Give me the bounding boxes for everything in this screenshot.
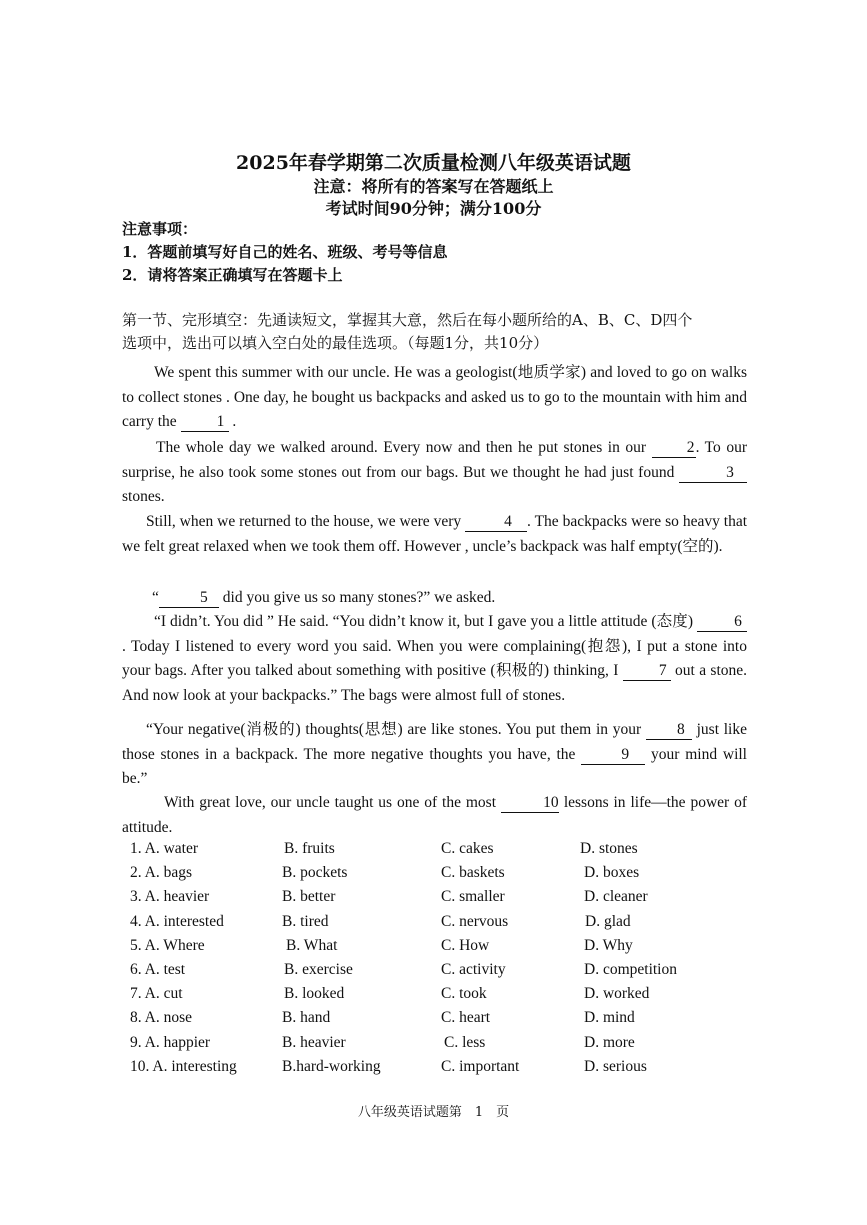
option-a: 5. A. Where (130, 936, 205, 954)
option-d: D. serious (584, 1057, 647, 1075)
exam-time: 考试时间90分钟；满分100分 (325, 199, 542, 218)
passage-text: . The backpacks were so heavy that we felt great relaxed when we took them off. However , uncle’s backpack was half empty(空的). (122, 513, 747, 555)
option-a: 6. A. test (130, 960, 186, 978)
option-a: 2. A. bags (130, 864, 192, 882)
option-a: 1. A. water (130, 840, 199, 857)
option-a: 4. A. interested (130, 912, 224, 930)
notes-heading: 注意事项： (122, 220, 198, 238)
note-item: 1．答题前填写好自己的姓名、班级、考号等信息 (122, 243, 448, 261)
passage-text: . Today I listened to every word you said. When you were complaining(抱怨), I put a stone into your bags. After you talked about something with positive (积极的) thinking, I (122, 637, 747, 679)
section-instructions (122, 309, 747, 355)
passage-paragraph (122, 586, 747, 611)
option-d: D. competition (584, 960, 677, 978)
option-c: C. smaller (441, 888, 505, 906)
option-d: D. glad (585, 912, 631, 930)
option-c: C. less (444, 1033, 486, 1051)
blank-10: 10 (501, 794, 559, 813)
passage-text: your mind will be.” (122, 745, 747, 787)
option-d: D. cleaner (584, 888, 648, 906)
option-b: B. tired (282, 912, 329, 930)
option-d: D. mind (584, 1009, 635, 1027)
passage-text: . (228, 413, 237, 430)
passage-paragraph (122, 610, 747, 708)
option-a: 3. A. heavier (130, 888, 210, 906)
passage-paragraph (122, 436, 747, 510)
option-b: B. better (282, 888, 336, 906)
blank-9: 9 (581, 746, 645, 765)
option-c: C. took (441, 985, 487, 1003)
passage-text: “ (152, 589, 159, 606)
option-c: C. baskets (441, 864, 505, 882)
blank-7: 7 (623, 662, 671, 681)
passage-text: lessons in life—the power of attitude. (122, 794, 747, 836)
option-d: D. worked (584, 985, 650, 1003)
passage-text: out a stone. And now look at your backpacks.” The bags were almost full of stones. (122, 662, 748, 704)
option-a: 9. A. happier (130, 1033, 211, 1051)
blank-8: 8 (646, 721, 692, 740)
passage-text: “Your negative(消极的) thoughts(思想) are like stones. You put them in your (146, 721, 646, 738)
option-c: C. How (441, 936, 490, 954)
passage-paragraph (122, 718, 747, 792)
blank-2: 2 (652, 439, 696, 458)
option-c: C. nervous (441, 912, 509, 930)
option-a: 10. A. interesting (130, 1057, 237, 1075)
passage-text: “I didn’t. You did ” He said. “You didn’t know it, but I gave you a little attitude (态度) (154, 613, 697, 630)
option-d: D. stones (580, 840, 638, 857)
blank-5: 5 (159, 589, 219, 608)
option-b: B. exercise (284, 960, 353, 978)
exam-title: 2025年春学期第二次质量检测八年级英语试题 (236, 152, 631, 174)
option-c: C. heart (441, 1009, 491, 1027)
answer-notice: 注意：将所有的答案写在答题纸上 (313, 177, 554, 196)
option-b: B.hard-working (282, 1057, 381, 1075)
passage-text: We spent this summer with our uncle. He was a geologist(地质学家) and loved to go on walks to collect stones . One day, he bought us backpacks and asked us to go to the mountain with him and carry the (122, 364, 747, 430)
blank-1: 1 (181, 413, 229, 432)
passage-text: did you give us so many stones?” we asked. (218, 589, 496, 606)
option-d: D. Why (584, 936, 633, 954)
blank-3: 3 (679, 464, 747, 483)
section-line: 选项中，选出可以填入空白处的最佳选项。（每题1分，共10分） (122, 334, 549, 352)
passage-text: With great love, our uncle taught us one of the most (164, 794, 501, 811)
option-c: C. activity (441, 960, 506, 978)
passage-text: just like those stones in a backpack. The more negative thoughts you have, the (122, 721, 747, 763)
option-c: C. cakes (441, 840, 494, 857)
option-b: B. looked (284, 985, 345, 1003)
blank-4: 4 (465, 513, 527, 532)
option-b: B. What (286, 936, 338, 954)
option-d: D. boxes (584, 864, 640, 882)
passage-text: stones. (122, 488, 165, 505)
option-b: B. heavier (282, 1033, 346, 1051)
notes-block (122, 218, 447, 287)
blank-6: 6 (697, 613, 747, 632)
option-a: 8. A. nose (130, 1009, 192, 1027)
page-footer: 八年级英语试题第 1 页 (357, 1105, 510, 1120)
option-c: C. important (441, 1057, 520, 1075)
passage-text: The whole day we walked around. Every now and then he put stones in our (156, 439, 652, 456)
section-line: 第一节、完形填空：先通读短文，掌握其大意，然后在每小题所给的A、B、C、D四个 (122, 311, 693, 329)
option-d: D. more (584, 1033, 635, 1051)
passage-paragraph (122, 361, 747, 435)
option-b: B. hand (282, 1009, 331, 1027)
passage-text: . To our surprise, he also took some stones out from our bags. But we thought he had just found (122, 439, 747, 481)
passage-paragraph (122, 510, 747, 559)
option-a: 7. A. cut (130, 985, 183, 1003)
passage-text: Still, when we returned to the house, we were very (146, 513, 466, 530)
option-b: B. pockets (282, 864, 348, 882)
option-b: B. fruits (284, 840, 335, 857)
passage-paragraph (122, 791, 747, 840)
note-item: 2．请将答案正确填写在答题卡上 (122, 266, 343, 284)
